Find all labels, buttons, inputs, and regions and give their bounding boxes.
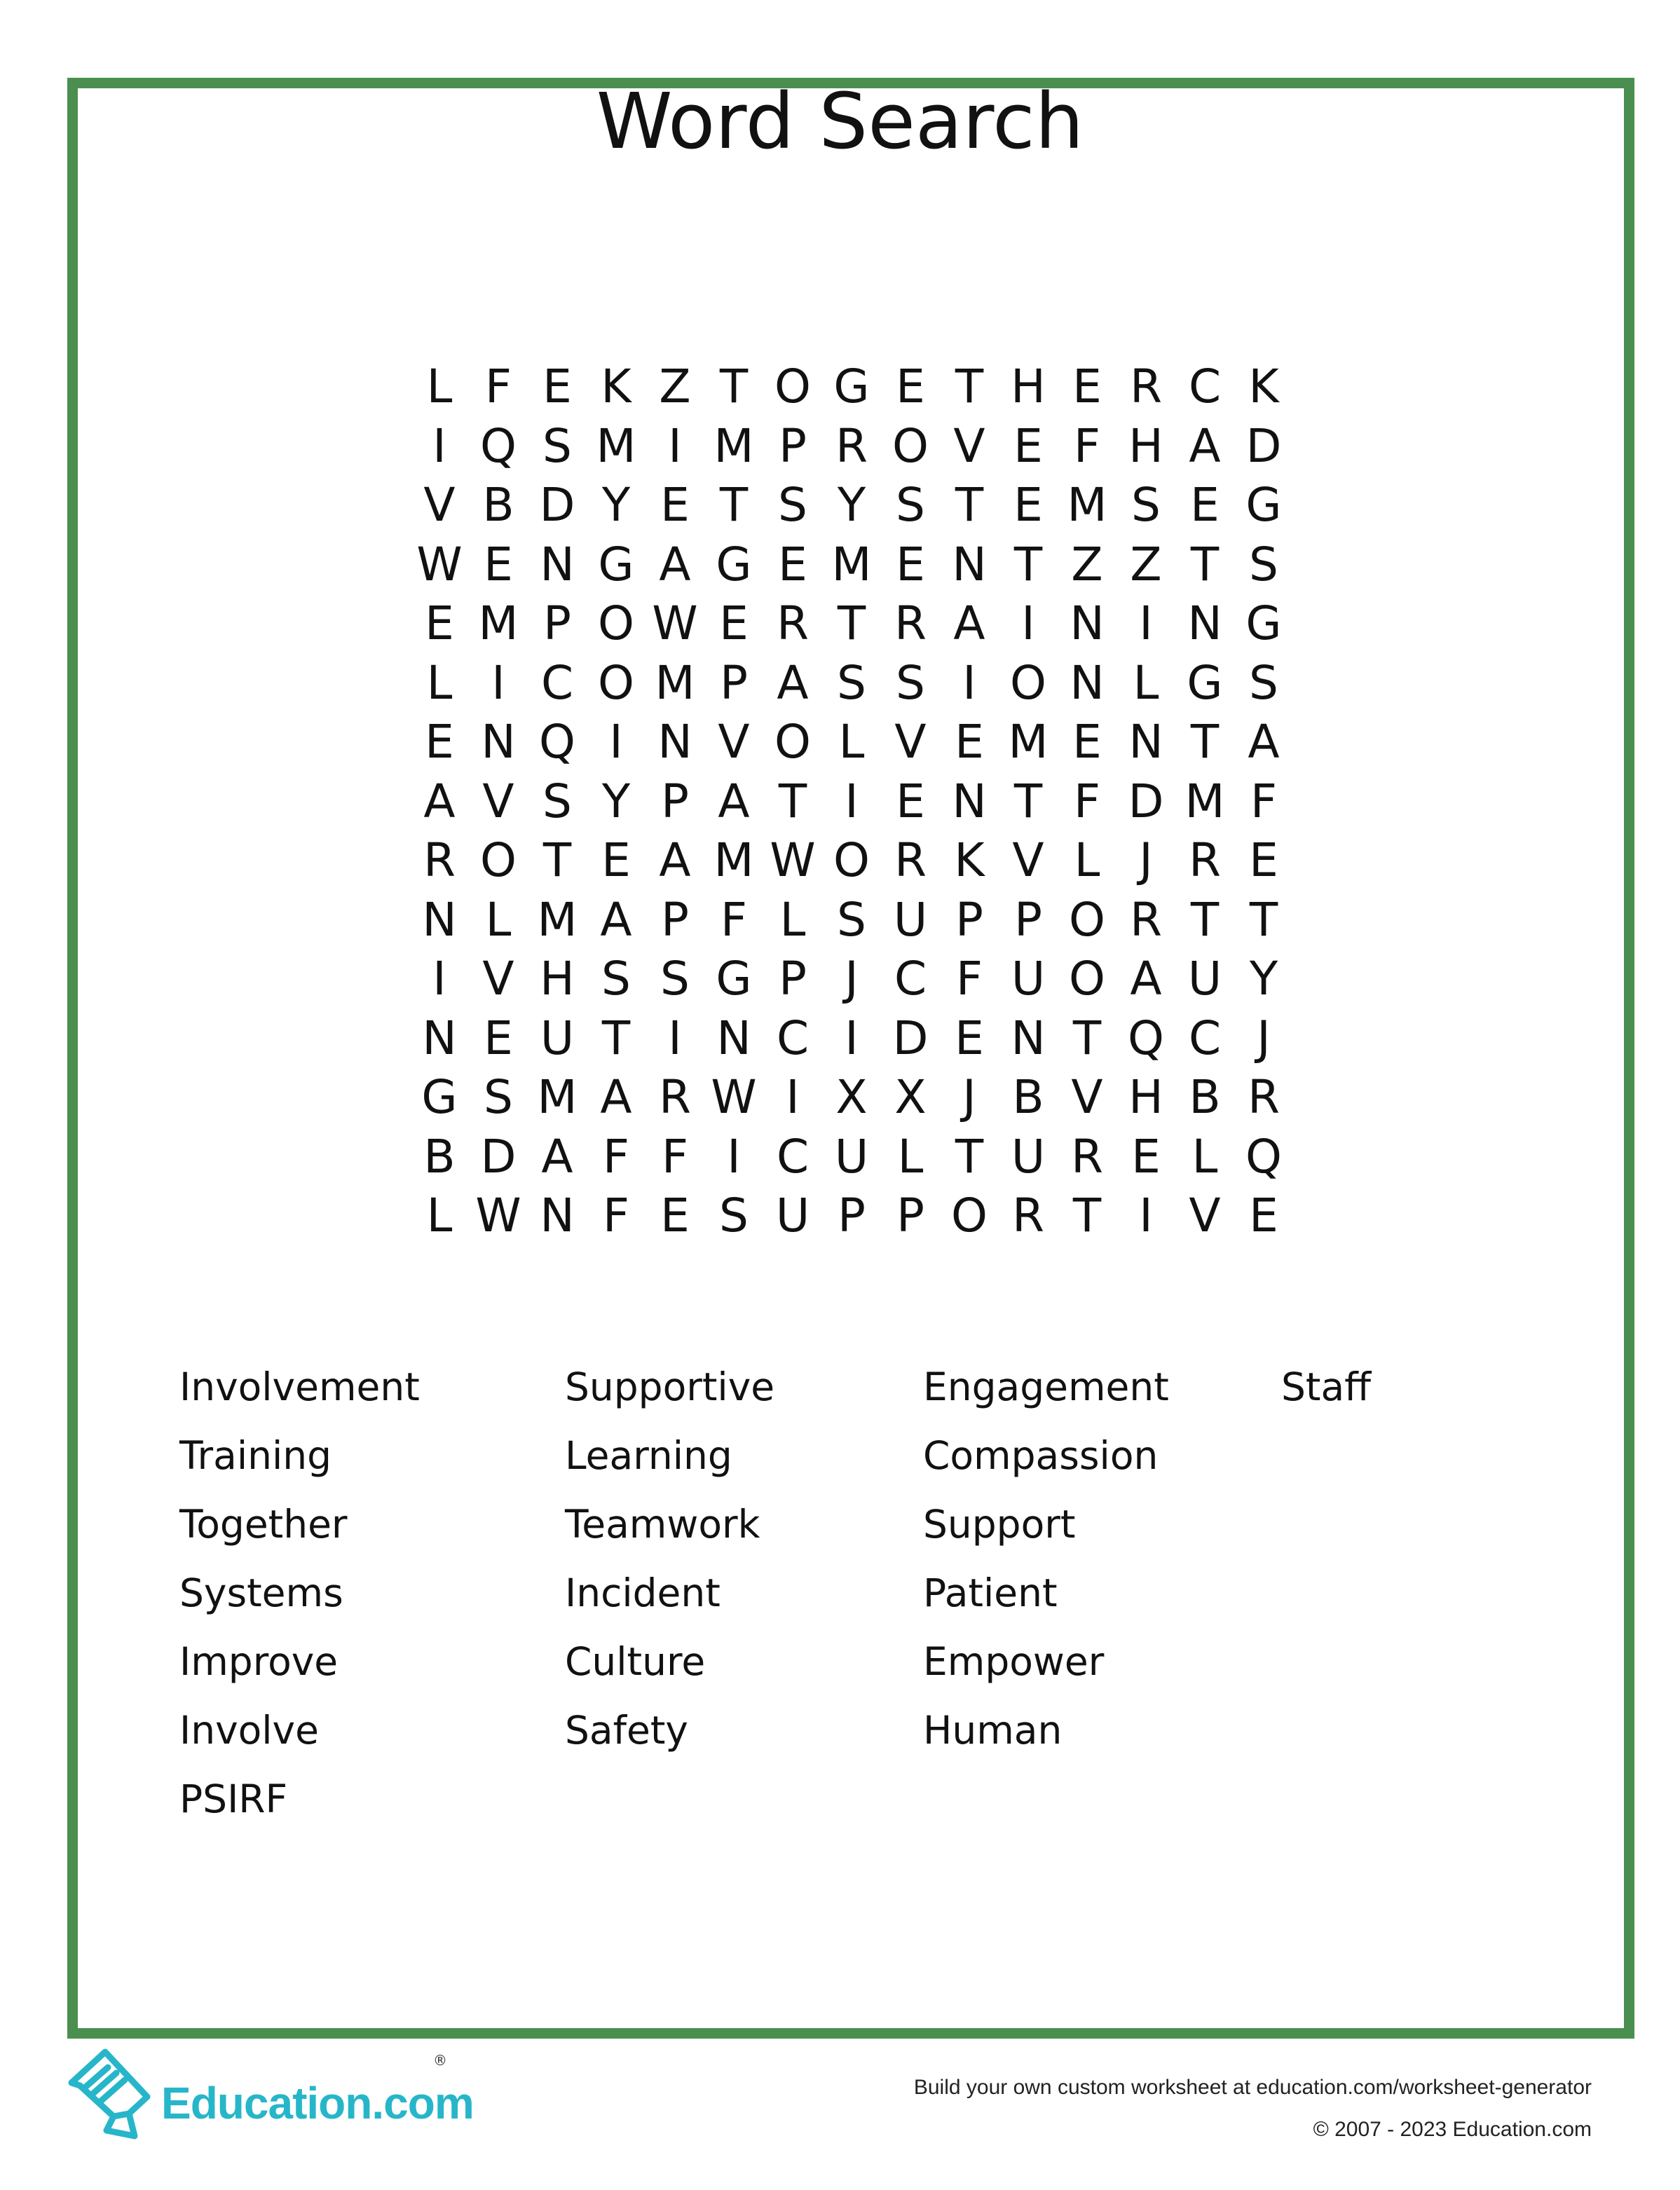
grid-letter[interactable]: R — [1189, 833, 1221, 887]
grid-row — [410, 831, 1293, 891]
grid-letter[interactable]: E — [1131, 1129, 1161, 1184]
grid-letter[interactable]: P — [838, 1189, 866, 1243]
grid-letter[interactable]: E — [484, 1011, 513, 1065]
grid-letter[interactable]: R — [1071, 1129, 1103, 1184]
grid-row — [410, 357, 1293, 417]
grid-letter[interactable]: L — [1074, 833, 1100, 887]
grid-letter[interactable]: B — [1189, 1070, 1221, 1124]
grid-letter[interactable]: O — [833, 833, 870, 887]
grid-letter[interactable]: T — [1190, 715, 1220, 769]
grid-letter[interactable]: M — [655, 655, 695, 710]
grid-letter[interactable]: A — [600, 892, 632, 947]
grid-letter[interactable]: P — [779, 952, 807, 1006]
grid-row — [410, 1068, 1293, 1128]
grid-letter[interactable]: E — [542, 360, 572, 413]
word-column — [179, 1353, 420, 1833]
grid-letter[interactable]: G — [421, 1070, 458, 1124]
grid-letter[interactable]: O — [774, 715, 811, 769]
grid-letter[interactable]: L — [1191, 1129, 1218, 1184]
grid-row — [410, 1009, 1293, 1069]
grid-letter[interactable]: C — [776, 1129, 810, 1184]
logo-text: Education.com — [161, 2078, 474, 2128]
grid-letter[interactable]: S — [1131, 478, 1161, 532]
grid-letter[interactable]: C — [776, 1011, 810, 1065]
grid-letter[interactable]: T — [778, 774, 807, 828]
grid-letter[interactable]: Q — [480, 418, 517, 473]
grid-letter[interactable]: F — [1250, 774, 1277, 828]
grid-letter[interactable]: E — [425, 596, 454, 650]
grid-letter[interactable]: T — [955, 478, 984, 532]
grid-letter[interactable]: G — [716, 537, 752, 591]
grid-letter[interactable]: A — [1130, 952, 1162, 1006]
grid-letter[interactable]: N — [1187, 596, 1222, 650]
grid-letter[interactable]: L — [838, 715, 865, 769]
grid-letter[interactable]: R — [1130, 360, 1162, 413]
grid-letter[interactable]: I — [491, 655, 505, 710]
grid-letter[interactable]: G — [598, 537, 634, 591]
word-item: Staff — [1281, 1364, 1372, 1409]
grid-letter[interactable]: I — [668, 418, 682, 473]
grid-letter[interactable]: R — [894, 833, 927, 887]
grid-letter[interactable]: E — [1013, 478, 1043, 532]
grid-letter[interactable]: S — [778, 478, 807, 532]
grid-letter[interactable]: D — [539, 478, 575, 532]
grid-letter[interactable]: Z — [1130, 537, 1162, 591]
grid-letter[interactable]: T — [1249, 892, 1278, 947]
grid-letter[interactable]: N — [540, 537, 575, 591]
grid-letter[interactable]: V — [482, 952, 514, 1006]
grid-letter[interactable]: N — [716, 1011, 751, 1065]
grid-letter[interactable]: Y — [1249, 952, 1278, 1006]
word-list — [0, 1353, 1680, 1843]
grid-row — [410, 713, 1293, 772]
grid-letter[interactable]: V — [894, 715, 927, 769]
grid-letter[interactable]: J — [845, 952, 859, 1006]
grid-letter[interactable]: M — [596, 418, 636, 473]
grid-row — [410, 1128, 1293, 1187]
grid-letter[interactable]: V — [423, 478, 456, 532]
grid-letter[interactable]: X — [835, 1070, 868, 1124]
grid-letter[interactable]: L — [485, 892, 512, 947]
word-item: Culture — [565, 1639, 706, 1684]
grid-letter[interactable]: N — [1128, 715, 1163, 769]
grid-letter[interactable]: L — [426, 1189, 453, 1243]
education-logo-icon — [64, 2046, 156, 2144]
grid-letter[interactable]: E — [660, 1189, 690, 1243]
grid-letter[interactable]: A — [659, 537, 691, 591]
grid-letter[interactable]: B — [423, 1129, 456, 1184]
grid-letter[interactable]: N — [1070, 596, 1105, 650]
grid-letter[interactable]: J — [962, 1070, 976, 1124]
grid-letter[interactable]: L — [779, 892, 806, 947]
grid-letter[interactable]: W — [652, 596, 698, 650]
grid-letter[interactable]: I — [668, 1011, 682, 1065]
grid-letter[interactable]: S — [1249, 655, 1278, 710]
grid-letter[interactable]: A — [541, 1129, 573, 1184]
grid-letter[interactable]: I — [786, 1070, 800, 1124]
grid-letter[interactable]: W — [416, 537, 463, 591]
grid-letter[interactable]: R — [1012, 1189, 1044, 1243]
grid-letter[interactable]: O — [951, 1189, 988, 1243]
grid-letter[interactable]: C — [1188, 360, 1222, 413]
grid-letter[interactable]: I — [962, 655, 976, 710]
grid-letter[interactable]: L — [426, 655, 453, 710]
grid-letter[interactable]: F — [1074, 774, 1100, 828]
grid-letter[interactable]: E — [1072, 360, 1102, 413]
grid-letter[interactable]: O — [1069, 892, 1105, 947]
copyright-text: © 2007 - 2023 Education.com — [1313, 2118, 1592, 2141]
grid-letter[interactable]: P — [955, 892, 983, 947]
grid-letter[interactable]: S — [896, 655, 925, 710]
grid-letter[interactable]: E — [719, 596, 749, 650]
grid-letter[interactable]: U — [893, 892, 928, 947]
grid-letter[interactable]: V — [1071, 1070, 1103, 1124]
word-item: Involve — [179, 1708, 319, 1753]
grid-letter[interactable]: O — [1069, 952, 1105, 1006]
grid-letter[interactable]: T — [719, 360, 749, 413]
grid-row — [410, 891, 1293, 950]
word-item: Supportive — [565, 1364, 775, 1409]
word-item: Empower — [923, 1639, 1105, 1684]
word-column — [923, 1353, 1169, 1765]
grid-letter[interactable]: S — [837, 892, 866, 947]
grid-letter[interactable]: V — [718, 715, 750, 769]
grid-letter[interactable]: M — [537, 892, 578, 947]
build-worksheet-note[interactable]: Build your own custom worksheet at education.com/worksheet-generator — [913, 2076, 1592, 2099]
grid-letter[interactable]: U — [1011, 952, 1046, 1006]
grid-letter[interactable]: K — [954, 833, 985, 887]
grid-letter[interactable]: I — [1139, 596, 1153, 650]
grid-letter[interactable]: L — [897, 1129, 924, 1184]
grid-letter[interactable]: N — [952, 537, 987, 591]
grid-letter[interactable]: H — [1011, 360, 1046, 413]
grid-letter[interactable]: T — [955, 1129, 984, 1184]
education-logo[interactable] — [64, 2046, 485, 2144]
word-item: Incident — [565, 1570, 721, 1615]
grid-letter[interactable]: T — [542, 833, 572, 887]
word-item: Learning — [565, 1433, 732, 1478]
grid-row — [410, 950, 1293, 1009]
word-item: Safety — [565, 1708, 688, 1753]
grid-letter[interactable]: T — [1013, 774, 1043, 828]
grid-letter[interactable]: A — [777, 655, 809, 710]
grid-letter[interactable]: Z — [1071, 537, 1103, 591]
grid-letter[interactable]: M — [1184, 774, 1225, 828]
grid-letter[interactable]: A — [718, 774, 750, 828]
grid-letter[interactable]: N — [952, 774, 987, 828]
grid-letter[interactable]: P — [1014, 892, 1042, 947]
grid-letter[interactable]: E — [1013, 418, 1043, 473]
grid-letter[interactable]: Q — [1245, 1129, 1282, 1184]
grid-letter[interactable]: P — [661, 774, 689, 828]
grid-letter[interactable]: T — [955, 360, 984, 413]
grid-letter[interactable]: Y — [601, 478, 631, 532]
grid-letter[interactable]: G — [1245, 478, 1282, 532]
grid-letter[interactable]: M — [1067, 478, 1107, 532]
word-item: Involvement — [179, 1364, 420, 1409]
grid-letter[interactable]: S — [896, 478, 925, 532]
grid-letter[interactable]: Q — [1128, 1011, 1164, 1065]
page-title: Word Search — [596, 76, 1084, 166]
grid-letter[interactable]: E — [425, 715, 454, 769]
word-item: Improve — [179, 1639, 339, 1684]
grid-letter[interactable]: I — [845, 1011, 859, 1065]
grid-letter[interactable]: I — [609, 715, 623, 769]
grid-letter[interactable]: S — [542, 418, 572, 473]
grid-letter[interactable]: D — [480, 1129, 517, 1184]
grid-letter[interactable]: U — [1011, 1129, 1046, 1184]
grid-letter[interactable]: T — [1072, 1189, 1102, 1243]
grid-letter[interactable]: F — [603, 1129, 629, 1184]
grid-letter[interactable]: P — [779, 418, 807, 473]
word-item: Engagement — [923, 1364, 1169, 1409]
grid-letter[interactable]: N — [481, 715, 516, 769]
grid-letter[interactable]: K — [601, 360, 631, 413]
grid-letter[interactable]: F — [603, 1189, 629, 1243]
grid-letter[interactable]: R — [423, 833, 456, 887]
grid-letter[interactable]: Z — [659, 360, 691, 413]
grid-letter[interactable]: L — [426, 360, 453, 413]
grid-letter[interactable]: O — [480, 833, 517, 887]
grid-letter[interactable]: U — [540, 1011, 575, 1065]
grid-letter[interactable]: B — [482, 478, 514, 532]
grid-letter[interactable]: N — [657, 715, 692, 769]
grid-letter[interactable]: V — [1189, 1189, 1221, 1243]
grid-letter[interactable]: F — [956, 952, 983, 1006]
registered-mark: ® — [433, 2052, 447, 2069]
grid-letter[interactable]: J — [1139, 833, 1153, 887]
grid-letter[interactable]: F — [485, 360, 512, 413]
grid-letter[interactable]: M — [713, 418, 754, 473]
word-item: Patient — [923, 1570, 1058, 1615]
grid-letter[interactable]: E — [601, 833, 631, 887]
grid-letter[interactable]: N — [1011, 1011, 1046, 1065]
grid-letter[interactable]: H — [1128, 1070, 1163, 1124]
word-item: PSIRF — [179, 1777, 288, 1821]
grid-letter[interactable]: S — [542, 774, 572, 828]
grid-letter[interactable]: W — [770, 833, 816, 887]
grid-letter[interactable]: P — [661, 892, 689, 947]
grid-letter[interactable]: J — [1257, 1011, 1271, 1065]
grid-letter[interactable]: T — [1013, 537, 1043, 591]
word-item: Support — [923, 1502, 1076, 1547]
grid-row — [410, 772, 1293, 832]
grid-letter[interactable]: P — [720, 655, 748, 710]
grid-letter[interactable]: R — [777, 596, 809, 650]
grid-letter[interactable]: F — [721, 892, 747, 947]
word-item: Training — [179, 1433, 332, 1478]
grid-letter[interactable]: E — [1072, 715, 1102, 769]
grid-letter[interactable]: U — [1187, 952, 1222, 1006]
grid-letter[interactable]: D — [892, 1011, 929, 1065]
grid-letter[interactable]: O — [598, 655, 634, 710]
grid-letter[interactable]: U — [775, 1189, 810, 1243]
word-item: Compassion — [923, 1433, 1159, 1478]
grid-letter[interactable]: G — [833, 360, 870, 413]
grid-letter[interactable]: H — [1128, 418, 1163, 473]
grid-letter[interactable]: G — [1245, 596, 1282, 650]
grid-letter[interactable]: E — [1249, 1189, 1278, 1243]
grid-letter[interactable]: Y — [601, 774, 631, 828]
grid-letter[interactable]: C — [540, 655, 574, 710]
word-column — [1281, 1353, 1371, 1421]
grid-letter[interactable]: H — [540, 952, 575, 1006]
grid-letter[interactable]: D — [1128, 774, 1164, 828]
grid-letter[interactable]: E — [896, 537, 925, 591]
grid-letter[interactable]: V — [953, 418, 985, 473]
grid-letter[interactable]: S — [601, 952, 631, 1006]
grid-letter[interactable]: N — [422, 1011, 457, 1065]
grid-letter[interactable]: X — [894, 1070, 927, 1124]
grid-letter[interactable]: T — [837, 596, 866, 650]
grid-letter[interactable]: G — [716, 952, 752, 1006]
grid-letter[interactable]: R — [835, 418, 868, 473]
grid-letter[interactable]: A — [600, 1070, 632, 1124]
grid-letter[interactable]: E — [896, 774, 925, 828]
grid-letter[interactable]: Y — [837, 478, 866, 532]
grid-row — [410, 476, 1293, 535]
grid-letter[interactable]: E — [896, 360, 925, 413]
word-column — [565, 1353, 774, 1765]
grid-letter[interactable]: I — [432, 952, 446, 1006]
grid-letter[interactable]: U — [834, 1129, 869, 1184]
grid-letter[interactable]: A — [1248, 715, 1280, 769]
grid-letter[interactable]: M — [537, 1070, 578, 1124]
grid-letter[interactable]: I — [1139, 1189, 1153, 1243]
grid-letter[interactable]: I — [845, 774, 859, 828]
grid-letter[interactable]: B — [1012, 1070, 1044, 1124]
grid-row — [410, 535, 1293, 595]
grid-letter[interactable]: L — [1133, 655, 1159, 710]
grid-letter[interactable]: S — [837, 655, 866, 710]
grid-letter[interactable]: G — [1187, 655, 1223, 710]
grid-letter[interactable]: M — [713, 833, 754, 887]
grid-letter[interactable]: W — [475, 1189, 521, 1243]
grid-letter[interactable]: T — [719, 478, 749, 532]
grid-letter[interactable]: E — [955, 715, 984, 769]
grid-letter[interactable]: M — [1008, 715, 1049, 769]
grid-letter[interactable]: O — [892, 418, 929, 473]
grid-letter[interactable]: R — [1130, 892, 1162, 947]
grid-letter[interactable]: F — [1074, 418, 1100, 473]
grid-letter[interactable]: S — [719, 1189, 749, 1243]
grid-letter[interactable]: E — [484, 537, 513, 591]
grid-letter[interactable]: W — [711, 1070, 757, 1124]
grid-letter[interactable]: E — [778, 537, 807, 591]
grid-letter[interactable]: T — [601, 1011, 631, 1065]
grid-letter[interactable]: C — [894, 952, 927, 1006]
grid-letter[interactable]: E — [660, 478, 690, 532]
grid-row — [410, 594, 1293, 654]
grid-letter[interactable]: E — [1190, 478, 1220, 532]
grid-letter[interactable]: E — [955, 1011, 984, 1065]
grid-letter[interactable]: E — [1249, 833, 1278, 887]
grid-letter[interactable]: S — [1249, 537, 1278, 591]
grid-letter[interactable]: O — [598, 596, 634, 650]
grid-letter[interactable]: S — [660, 952, 690, 1006]
grid-letter[interactable]: R — [894, 596, 927, 650]
grid-row — [410, 1186, 1293, 1246]
grid-letter[interactable]: V — [482, 774, 514, 828]
grid-letter[interactable]: M — [478, 596, 519, 650]
grid-row — [410, 654, 1293, 713]
grid-letter[interactable]: P — [896, 1189, 924, 1243]
grid-letter[interactable]: F — [662, 1129, 688, 1184]
grid-letter[interactable]: M — [831, 537, 872, 591]
grid-letter[interactable]: I — [432, 418, 446, 473]
word-item: Human — [923, 1708, 1063, 1753]
grid-letter[interactable]: K — [1248, 360, 1279, 413]
grid-letter[interactable]: V — [1012, 833, 1044, 887]
grid-letter[interactable]: R — [1248, 1070, 1280, 1124]
grid-letter[interactable]: N — [422, 892, 457, 947]
grid-letter[interactable]: I — [727, 1129, 741, 1184]
grid-letter[interactable]: T — [1190, 537, 1220, 591]
grid-letter[interactable]: A — [953, 596, 985, 650]
letter-grid — [410, 357, 1293, 1246]
grid-letter[interactable]: S — [484, 1070, 513, 1124]
grid-letter[interactable]: T — [1072, 1011, 1102, 1065]
grid-letter[interactable]: O — [774, 360, 811, 413]
grid-letter[interactable]: Q — [539, 715, 575, 769]
grid-letter[interactable]: P — [543, 596, 571, 650]
word-item: Systems — [179, 1570, 343, 1615]
grid-letter[interactable]: A — [1189, 418, 1221, 473]
grid-letter[interactable]: A — [423, 774, 456, 828]
word-item: Teamwork — [565, 1502, 760, 1547]
grid-letter[interactable]: T — [1190, 892, 1220, 947]
grid-letter[interactable]: N — [540, 1189, 575, 1243]
grid-letter[interactable]: A — [659, 833, 691, 887]
grid-letter[interactable]: R — [659, 1070, 691, 1124]
grid-letter[interactable]: D — [1245, 418, 1282, 473]
grid-row — [410, 417, 1293, 477]
word-item: Together — [179, 1502, 348, 1547]
grid-letter[interactable]: I — [1021, 596, 1035, 650]
grid-letter[interactable]: O — [1010, 655, 1046, 710]
grid-letter[interactable]: N — [1070, 655, 1105, 710]
grid-letter[interactable]: C — [1188, 1011, 1222, 1065]
